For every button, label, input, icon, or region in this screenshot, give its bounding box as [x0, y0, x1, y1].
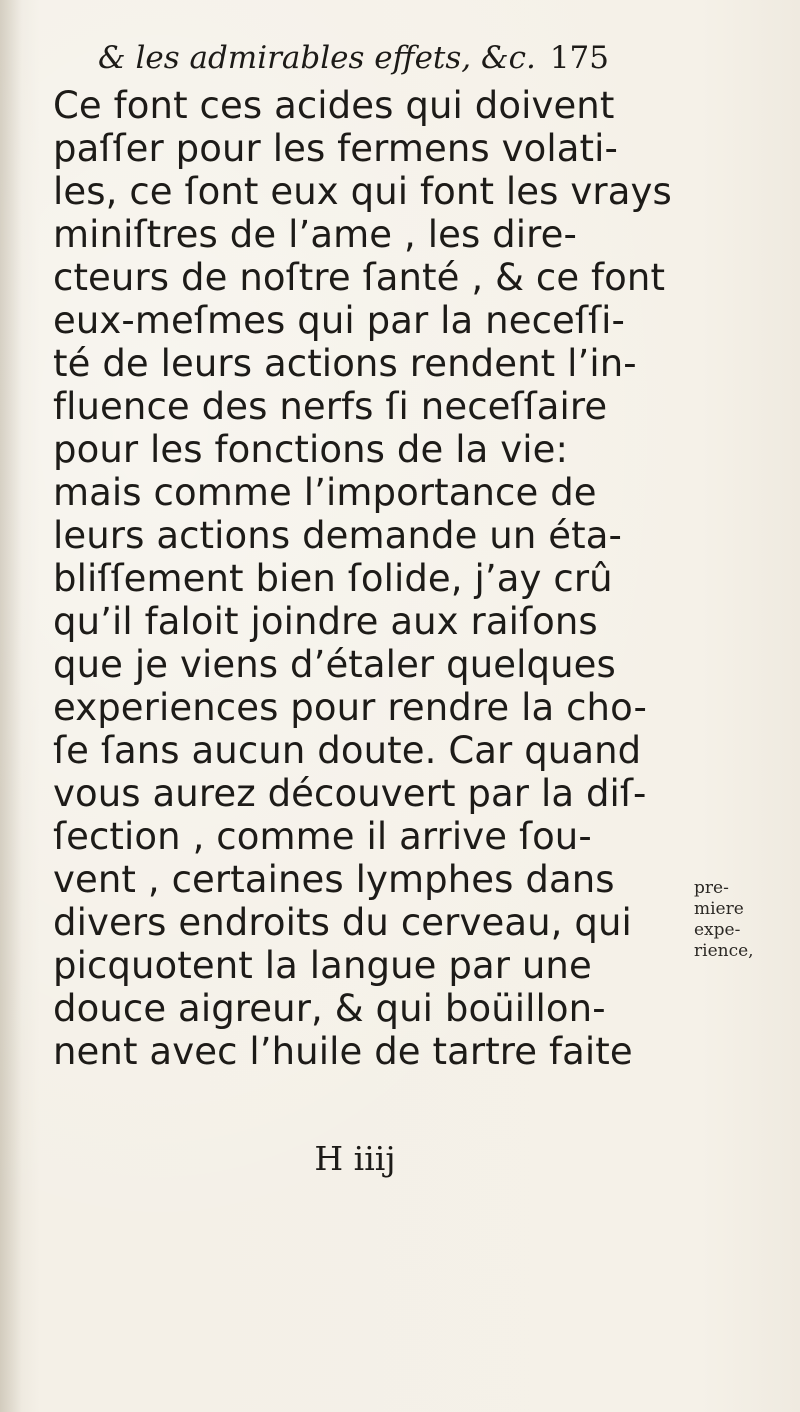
- text-line: leurs actions demande un éta-: [53, 514, 622, 557]
- text-line: les, ce ſont eux qui font les vrays: [53, 170, 672, 213]
- text-line: experiences pour rendre la cho-: [53, 686, 647, 729]
- text-line: mais comme l’importance de: [53, 471, 597, 514]
- text-line: vous aurez découvert par la diſ-: [53, 772, 647, 815]
- text-line: té de leurs actions rendent l’in-: [53, 342, 637, 385]
- marginal-note: [694, 878, 786, 962]
- page-number: 175: [549, 40, 609, 76]
- text-line: douce aigreur, & qui boüillon-: [53, 987, 606, 1030]
- text-line: bliſſement bien ſolide, j’ay crû: [53, 557, 613, 600]
- text-line: eux-meſmes qui par la neceſſi-: [53, 299, 625, 342]
- text-line: qu’il faloit joindre aux raiſons: [53, 600, 598, 643]
- text-line: cteurs de noſtre ſanté , & ce font: [53, 256, 666, 299]
- marginal-note-line: pre-: [694, 878, 729, 898]
- text-line: ſe ſans aucun doute. Car quand: [53, 729, 642, 772]
- marginal-note-line: miere: [694, 899, 744, 919]
- marginal-note-line: rience,: [694, 941, 754, 961]
- text-line: miniſtres de l’ame , les dire-: [53, 213, 577, 256]
- running-head: [98, 34, 658, 82]
- running-head-title: & les admirables effets, &c.: [98, 40, 536, 76]
- text-line: Ce font ces acides qui doivent: [53, 84, 615, 127]
- text-line: picquotent la langue par une: [53, 944, 592, 987]
- signature-mark: H iiij: [314, 1139, 396, 1178]
- marginal-note-line: expe-: [694, 920, 741, 940]
- text-line: divers endroits du cerveau, qui: [53, 901, 632, 944]
- text-line: pour les fonctions de la vie:: [53, 428, 569, 471]
- text-line: vent , certaines lymphes dans: [53, 858, 615, 901]
- text-line: nent avec l’huile de tartre faite: [53, 1030, 633, 1073]
- text-line: fluence des nerfs ſi neceſſaire: [53, 385, 608, 428]
- text-line: paſſer pour les fermens volati-: [53, 127, 618, 170]
- body-text: [53, 84, 672, 1073]
- text-line: ſection , comme il arrive ſou-: [53, 815, 592, 858]
- text-line: que je viens d’étaler quelques: [53, 643, 616, 686]
